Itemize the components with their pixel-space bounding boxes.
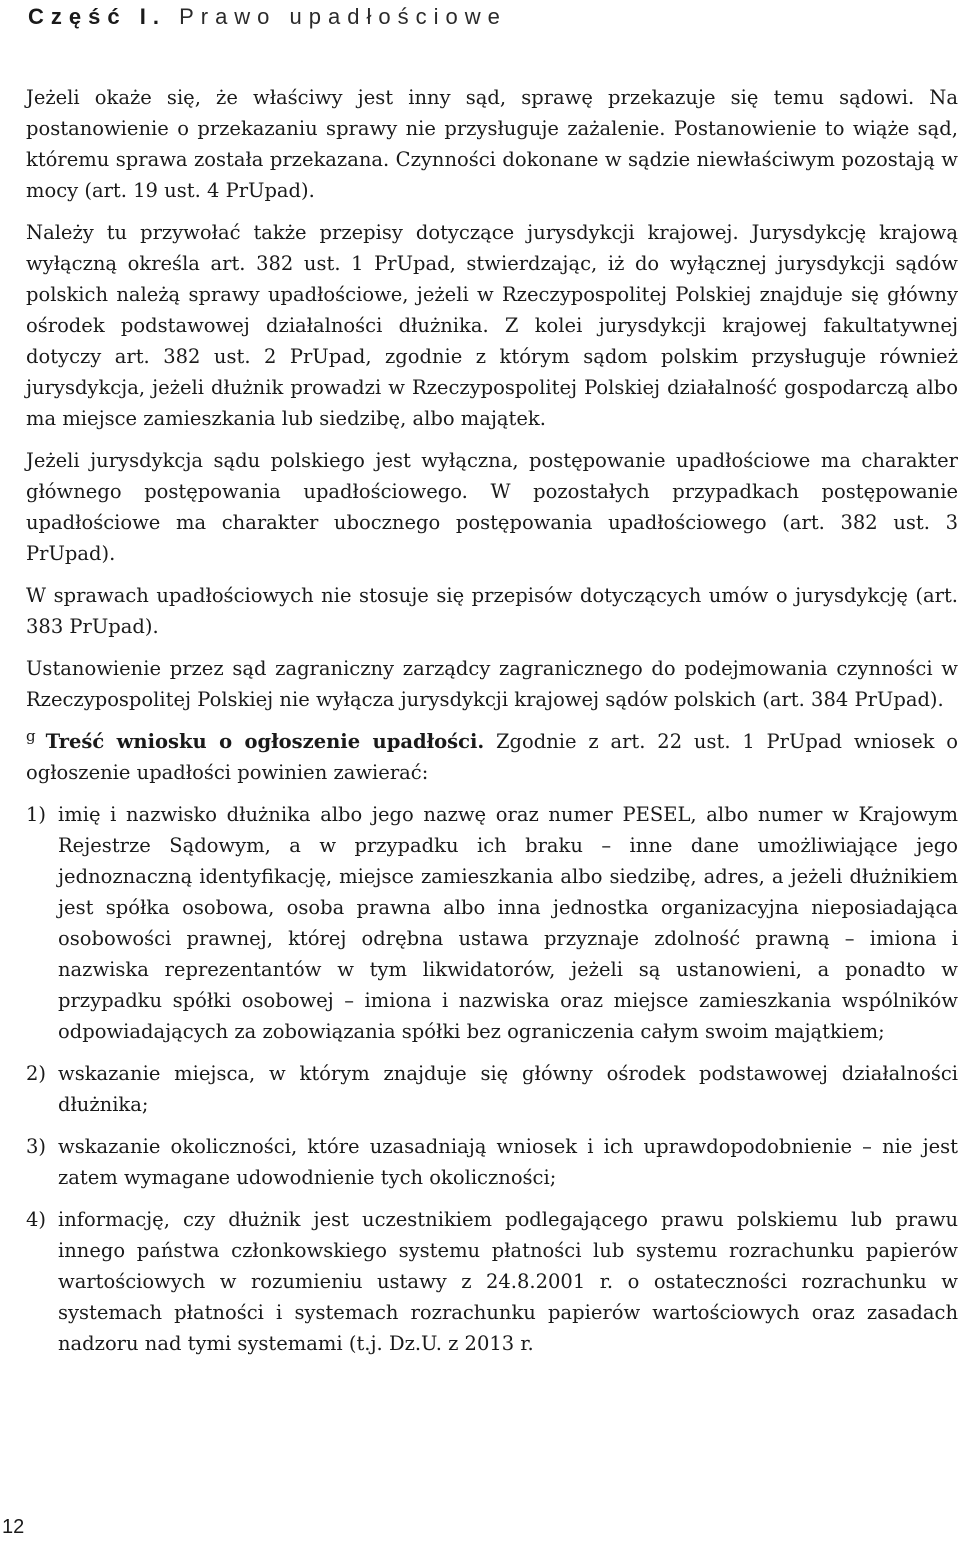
list-item-text: wskazanie okoliczności, które uzasadniają wniosek i ich uprawdopodobnienie – nie jest zatem wymagane udowodnienie tych okoliczności; <box>58 1135 958 1189</box>
page-body <box>26 82 958 1370</box>
page-number: 12 <box>2 1516 25 1538</box>
list-item-text: imię i nazwisko dłużnika albo jego nazwę oraz numer PESEL, albo numer w Krajowym Rejestrze Sądowym, a w przypadku ich braku – inne dane umożliwiające jego jednoznaczną identyfikację, miejsce zamieszkania albo siedzibę, adres, a jeżeli dłużnikiem jest spółka osobowa, osoba prawna albo inna jednostka organizacyjna nieposiadająca osobowości prawnej, której odrębna ustawa przyznaje zdolność prawną – imiona i nazwiska reprezentantów w tym likwidatorów, jeżeli są ustanowieni, a ponadto w przypadku spółki osobowej – imiona i nazwiska oraz miejsce zamieszkania wspólników odpowiadających za zobowiązania spółki bez ograniczenia całym swoim majątkiem; <box>58 803 958 1043</box>
requirements-list <box>26 799 958 1359</box>
list-item <box>26 799 958 1047</box>
running-header <box>28 4 507 30</box>
list-item <box>26 1131 958 1193</box>
list-item-number: 2) <box>26 1062 47 1085</box>
paragraph: W sprawach upadłościowych nie stosuje się przepisów dotyczących umów o jurysdykcję (art. 383 PrUpad). <box>26 584 958 638</box>
section-paragraph <box>26 726 958 788</box>
section-marker: g <box>26 726 36 745</box>
list-item <box>26 1204 958 1359</box>
section-heading: Treść wniosku o ogłoszenie upadłości. <box>45 730 485 753</box>
section-intro: Zgodnie z art. 22 ust. 1 PrUpad wniosek o ogłoszenie upadłości powinien zawierać: <box>26 730 958 784</box>
list-item-number: 1) <box>26 803 47 826</box>
list-item-text: informację, czy dłużnik jest uczestnikiem podlegającego prawu polskiemu lub prawu innego państwa członkowskiego systemu płatności lub systemu rozrachunku papierów wartościowych w rozumieniu ustawy z 24.8.2001 r. o ostateczności rozrachunku w systemach płatności i systemach rozrachunku papierów wartościowych oraz zasadach nadzoru nad tymi systemami (t.j. Dz.U. z 2013 r. <box>58 1208 958 1355</box>
part-label: Część I. <box>28 4 166 29</box>
paragraph: Ustanowienie przez sąd zagraniczny zarządcy zagranicznego do podejmowania czynności w Rzeczypospolitej Polskiej nie wyłącza jurysdykcji krajowej sądów polskich (art. 384 PrUpad). <box>26 657 958 711</box>
part-title: Prawo upadłościowe <box>179 4 507 29</box>
list-item-number: 4) <box>26 1208 47 1231</box>
list-item-text: wskazanie miejsca, w którym znajduje się główny ośrodek podstawowej działalności dłużnika; <box>58 1062 958 1116</box>
list-item-number: 3) <box>26 1135 47 1158</box>
paragraph: Jeżeli jurysdykcja sądu polskiego jest wyłączna, postępowanie upadłościowe ma charakter głównego postępowania upadłościowego. W pozostałych przypadkach postępowanie upadłościowe ma charakter ubocznego postępowania upadłościowego (art. 382 ust. 3 PrUpad). <box>26 449 958 565</box>
paragraph: Należy tu przywołać także przepisy dotyczące jurysdykcji krajowej. Jurysdykcję krajową wyłączną określa art. 382 ust. 1 PrUpad, stwierdzając, iż do wyłącznej jurysdykcji sądów polskich należą sprawy upadłościowe, jeżeli w Rzeczypospolitej Polskiej znajduje się główny ośrodek podstawowej działalności dłużnika. Z kolei jurysdykcji krajowej fakultatywnej dotyczy art. 382 ust. 2 PrUpad, zgodnie z którym sądom polskim przysługuje również jurysdykcja, jeżeli dłużnik prowadzi w Rzeczypospolitej Polskiej działalność gospodarczą albo ma miejsce zamieszkania lub siedzibę, albo majątek. <box>26 221 958 430</box>
list-item <box>26 1058 958 1120</box>
paragraph: Jeżeli okaże się, że właściwy jest inny sąd, sprawę przekazuje się temu sądowi. Na postanowienie o przekazaniu sprawy nie przysługuje zażalenie. Postanowienie to wiąże sąd, któremu sprawa została przekazana. Czynności dokonane w sądzie niewłaściwym pozostają w mocy (art. 19 ust. 4 PrUpad). <box>26 86 958 202</box>
